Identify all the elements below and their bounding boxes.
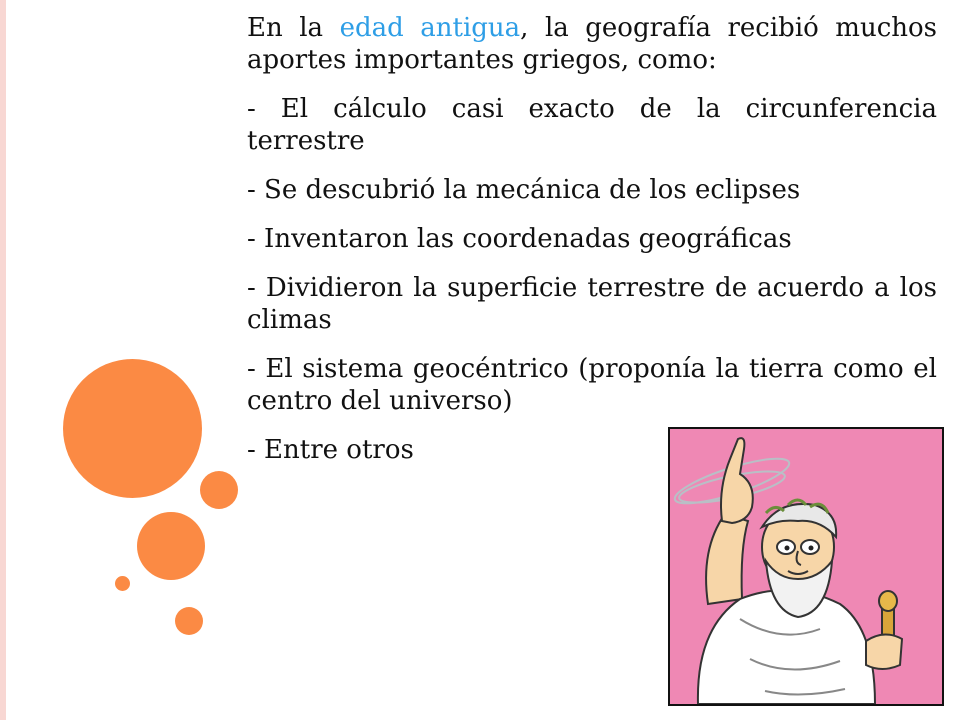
decorative-circle-small-lower bbox=[175, 607, 203, 635]
decorative-circle-medium bbox=[137, 512, 205, 580]
edad-antigua-link[interactable]: edad antigua bbox=[339, 13, 521, 43]
intro-paragraph bbox=[247, 12, 937, 76]
philosopher-illustration bbox=[668, 427, 944, 706]
decorative-circle-small bbox=[200, 471, 238, 509]
decorative-circle-tiny bbox=[115, 576, 130, 591]
list-item-eclipses: - Se descubrió la mecánica de los eclipses bbox=[247, 175, 801, 205]
list-item-climas: - Dividieron la superficie terrestre de acuerdo a los climas bbox=[247, 273, 937, 335]
greek-philosopher-cartoon-icon bbox=[670, 429, 942, 704]
list-item-circunferencia: - El cálculo casi exacto de la circunferencia terrestre bbox=[247, 94, 937, 156]
decorative-circle-large bbox=[63, 359, 202, 498]
list-item-geocentrico: - El sistema geocéntrico (proponía la tierra como el centro del universo) bbox=[247, 354, 937, 416]
intro-prefix: En la bbox=[247, 13, 340, 43]
list-item-entre-otros: - Entre otros bbox=[247, 435, 414, 465]
slide-body bbox=[247, 12, 937, 483]
side-rule bbox=[0, 0, 6, 720]
intro-suffix: , la geografía recibió muchos aportes importantes griegos, como: bbox=[247, 13, 938, 75]
list-item-coordenadas: - Inventaron las coordenadas geográficas bbox=[247, 224, 792, 254]
